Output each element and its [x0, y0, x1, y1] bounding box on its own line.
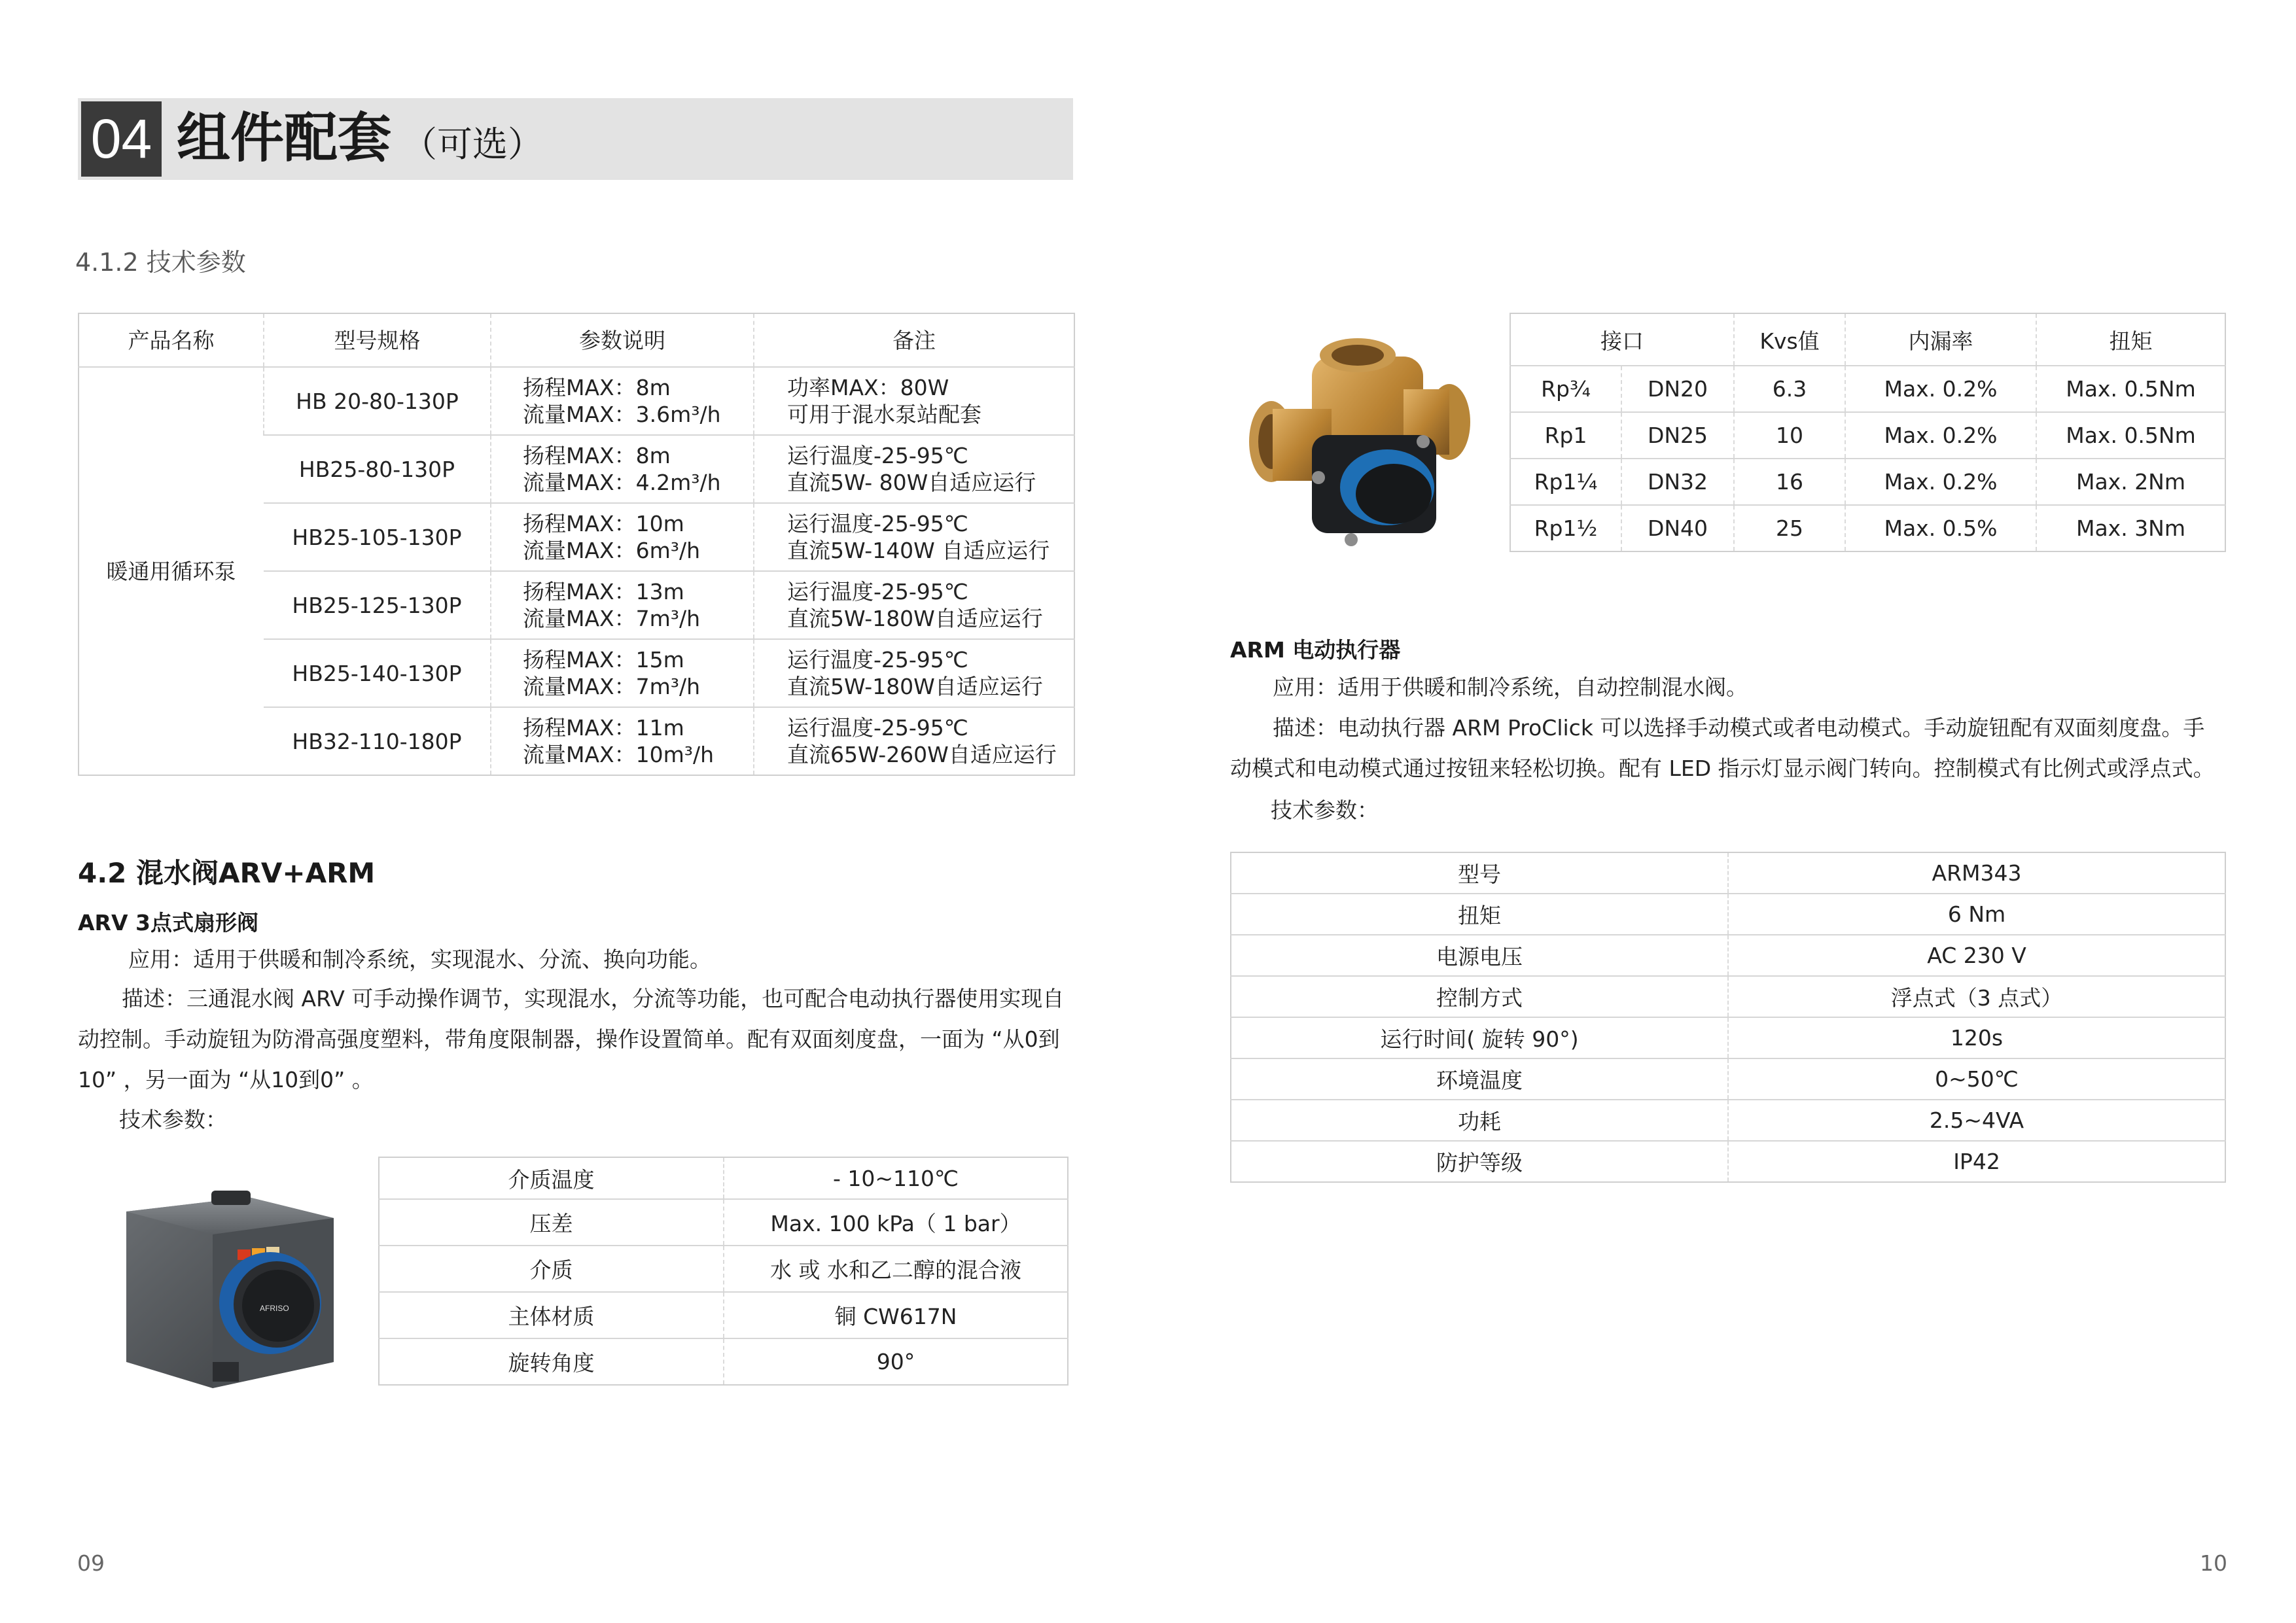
- table-row: [1510, 505, 2225, 551]
- spec-label: 主体材质: [379, 1292, 724, 1338]
- table-row: [1231, 1141, 2225, 1182]
- spec-label: 压差: [379, 1199, 724, 1246]
- section-heading: 4.2 混水阀ARV+ARM: [78, 857, 376, 889]
- note-cell: [754, 367, 1074, 435]
- torque-cell: Max. 2Nm: [2036, 459, 2225, 505]
- spec-label: 旋转角度: [379, 1338, 724, 1385]
- note-line: 直流5W-180W自适应运行: [787, 674, 1043, 699]
- table-header-cell: Kvs值: [1734, 313, 1845, 366]
- note-cell: [754, 707, 1074, 775]
- rp-cell: Rp1: [1510, 412, 1621, 459]
- table-header-row: [79, 313, 1074, 367]
- note-cell: [754, 571, 1074, 639]
- page-number-right: 10: [2200, 1550, 2227, 1576]
- arv-spec-table: [378, 1157, 1069, 1386]
- note-line: 运行温度-25-95℃: [787, 511, 968, 536]
- table-row: [1231, 1100, 2225, 1141]
- table-row: [79, 367, 1074, 435]
- param-line: 流量MAX：3.6m³/h: [523, 402, 721, 427]
- spec-value: 6 Nm: [1728, 894, 2225, 935]
- param-cell: [491, 707, 754, 775]
- table-row: [1231, 976, 2225, 1017]
- param-cell: [491, 367, 754, 435]
- spec-value: 120s: [1728, 1017, 2225, 1058]
- section-number: 04: [81, 101, 162, 177]
- table-row: [379, 1246, 1068, 1292]
- dn-cell: DN40: [1621, 505, 1734, 551]
- leak-cell: Max. 0.2%: [1845, 366, 2036, 412]
- spec-value: 浮点式（3 点式）: [1728, 976, 2225, 1017]
- spec-label: 介质温度: [508, 1166, 595, 1193]
- table-row: [1510, 366, 2225, 412]
- spec-value: 90°: [724, 1338, 1068, 1385]
- spec-value: 水 或 水和乙二醇的混合液: [724, 1246, 1068, 1292]
- model-cell: HB32-110-180P: [264, 707, 491, 775]
- leak-cell: Max. 0.2%: [1845, 412, 2036, 459]
- product-name-cell: 暖通用循环泵: [79, 367, 264, 775]
- arm-description-text: 描述：电动执行器 ARM ProClick 可以选择手动模式或者电动模式。手动旋钮配有双面刻度盘。手动模式和电动模式通过按钮来轻松切换。配有 LED 指示灯显示阀门转向。控制模式有比例式或浮点式。: [1230, 715, 2215, 781]
- param-line: 扬程MAX：10m: [523, 511, 684, 536]
- rp-cell: Rp¾: [1510, 366, 1621, 412]
- rp-cell: Rp1½: [1510, 505, 1621, 551]
- param-cell: [491, 571, 754, 639]
- param-line: 扬程MAX：15m: [523, 647, 684, 672]
- param-line: 扬程MAX：11m: [523, 715, 684, 741]
- model-cell: HB 20-80-130P: [264, 367, 491, 435]
- arv-description-text: 描述：三通混水阀 ARV 可手动操作调节，实现混水，分流等功能，也可配合电动执行器使用实现自动控制。手动旋钮为防滑高强度塑料，带角度限制器，操作设置简单。配有双面刻度盘，一面为 “从0到10” ，另一面为 “从10到0” 。: [78, 986, 1065, 1092]
- note-line: 功率MAX：80W: [787, 375, 949, 400]
- note-line: 可用于混水泵站配套: [787, 402, 981, 427]
- page-number-left: 09: [77, 1550, 105, 1576]
- table-row: [1231, 1058, 2225, 1100]
- table-header-cell: 内漏率: [1845, 313, 2036, 366]
- spec-label: 控制方式: [1231, 976, 1728, 1017]
- arv-application-text: 应用：适用于供暖和制冷系统，实现混水、分流、换向功能。: [128, 947, 711, 972]
- table-row: [379, 1338, 1068, 1385]
- table-row: [1510, 459, 2225, 505]
- dn-cell: DN32: [1621, 459, 1734, 505]
- note-line: 直流65W-260W自适应运行: [787, 742, 1057, 767]
- note-line: 运行温度-25-95℃: [787, 579, 968, 604]
- brand-logo-text: AFRISO: [260, 1304, 289, 1313]
- section-title-text: 组件配套: [177, 107, 392, 169]
- kvs-cell: 25: [1734, 505, 1845, 551]
- param-line: 流量MAX：4.2m³/h: [523, 470, 721, 495]
- param-line: 扬程MAX：8m: [523, 443, 671, 468]
- note-cell: [754, 639, 1074, 707]
- spec-value: ARM343: [1728, 852, 2225, 894]
- table-row: [1510, 412, 2225, 459]
- note-cell: [754, 503, 1074, 571]
- table-header-cell: 产品名称: [128, 327, 215, 353]
- spec-label: 电源电压: [1231, 935, 1728, 976]
- spec-label: 防护等级: [1231, 1141, 1728, 1182]
- param-line: 流量MAX：7m³/h: [523, 674, 701, 699]
- arm-title: ARM 电动执行器: [1230, 637, 1401, 663]
- spec-label: 运行时间( 旋转 90°): [1231, 1017, 1728, 1058]
- section-title: [177, 106, 543, 177]
- kvs-cell: 16: [1734, 459, 1845, 505]
- subsection-heading: 4.1.2 技术参数: [75, 248, 246, 277]
- arv-subtitle: ARV 3点式扇形阀: [78, 910, 258, 935]
- table-header-cell: 接口: [1600, 328, 1644, 354]
- table-header-cell: 参数说明: [491, 313, 754, 367]
- table-header-cell: 扭矩: [2036, 313, 2225, 366]
- note-line: 直流5W-140W 自适应运行: [787, 538, 1050, 563]
- table-header-row: [1510, 313, 2225, 366]
- table-row: [379, 1292, 1068, 1338]
- param-line: 扬程MAX：13m: [523, 579, 684, 604]
- spec-label: 型号: [1458, 862, 1501, 887]
- kvs-cell: 10: [1734, 412, 1845, 459]
- torque-cell: Max. 0.5Nm: [2036, 412, 2225, 459]
- spec-value: AC 230 V: [1728, 935, 2225, 976]
- spec-value: 铜 CW617N: [724, 1292, 1068, 1338]
- spec-value: Max. 100 kPa（ 1 bar）: [724, 1199, 1068, 1246]
- note-line: 运行温度-25-95℃: [787, 715, 968, 741]
- param-line: 流量MAX：10m³/h: [523, 742, 715, 767]
- table-row: [1231, 935, 2225, 976]
- spec-value: IP42: [1728, 1141, 2225, 1182]
- param-cell: [491, 435, 754, 503]
- torque-cell: Max. 3Nm: [2036, 505, 2225, 551]
- spec-value: 0~50℃: [1728, 1058, 2225, 1100]
- mixing-valve-product-image: [1240, 324, 1482, 559]
- table-row: [1231, 894, 2225, 935]
- param-cell: [491, 639, 754, 707]
- rp-cell: Rp1¼: [1510, 459, 1621, 505]
- torque-cell: Max. 0.5Nm: [2036, 366, 2225, 412]
- actuator-product-image: [115, 1166, 350, 1391]
- spec-value: - 10~110℃: [724, 1157, 1068, 1199]
- arm-application-text: 应用：适用于供暖和制冷系统，自动控制混水阀。: [1273, 674, 1748, 700]
- param-line: 扬程MAX：8m: [523, 375, 671, 400]
- table-header-cell: 型号规格: [264, 313, 491, 367]
- spec-value: 2.5~4VA: [1728, 1100, 2225, 1141]
- kvs-cell: 6.3: [1734, 366, 1845, 412]
- model-cell: HB25-140-130P: [264, 639, 491, 707]
- pump-spec-table: [78, 313, 1075, 776]
- note-line: 运行温度-25-95℃: [787, 443, 968, 468]
- arv-tech-label: 技术参数：: [119, 1107, 227, 1132]
- table-row: [1231, 852, 2225, 894]
- spec-label: 功耗: [1231, 1100, 1728, 1141]
- param-cell: [491, 503, 754, 571]
- leak-cell: Max. 0.2%: [1845, 459, 2036, 505]
- spec-label: 环境温度: [1231, 1058, 1728, 1100]
- leak-cell: Max. 0.5%: [1845, 505, 2036, 551]
- section-title-note: （可选）: [402, 124, 544, 165]
- arm-tech-label: 技术参数：: [1271, 797, 1379, 823]
- model-cell: HB25-125-130P: [264, 571, 491, 639]
- model-cell: HB25-80-130P: [264, 435, 491, 503]
- table-row: [1231, 1017, 2225, 1058]
- table-row: [379, 1199, 1068, 1246]
- param-line: 流量MAX：6m³/h: [523, 538, 701, 563]
- table-header-cell: 备注: [754, 313, 1074, 367]
- note-line: 直流5W-180W自适应运行: [787, 606, 1043, 631]
- table-row: [379, 1157, 1068, 1199]
- model-cell: HB25-105-130P: [264, 503, 491, 571]
- valve-spec-table: [1510, 313, 2226, 552]
- dn-cell: DN25: [1621, 412, 1734, 459]
- note-line: 运行温度-25-95℃: [787, 647, 968, 672]
- param-line: 流量MAX：7m³/h: [523, 606, 701, 631]
- spec-label: 介质: [379, 1246, 724, 1292]
- spec-label: 扭矩: [1231, 894, 1728, 935]
- arm-spec-table: [1230, 852, 2226, 1183]
- note-line: 直流5W- 80W自适应运行: [787, 470, 1036, 495]
- note-cell: [754, 435, 1074, 503]
- dn-cell: DN20: [1621, 366, 1734, 412]
